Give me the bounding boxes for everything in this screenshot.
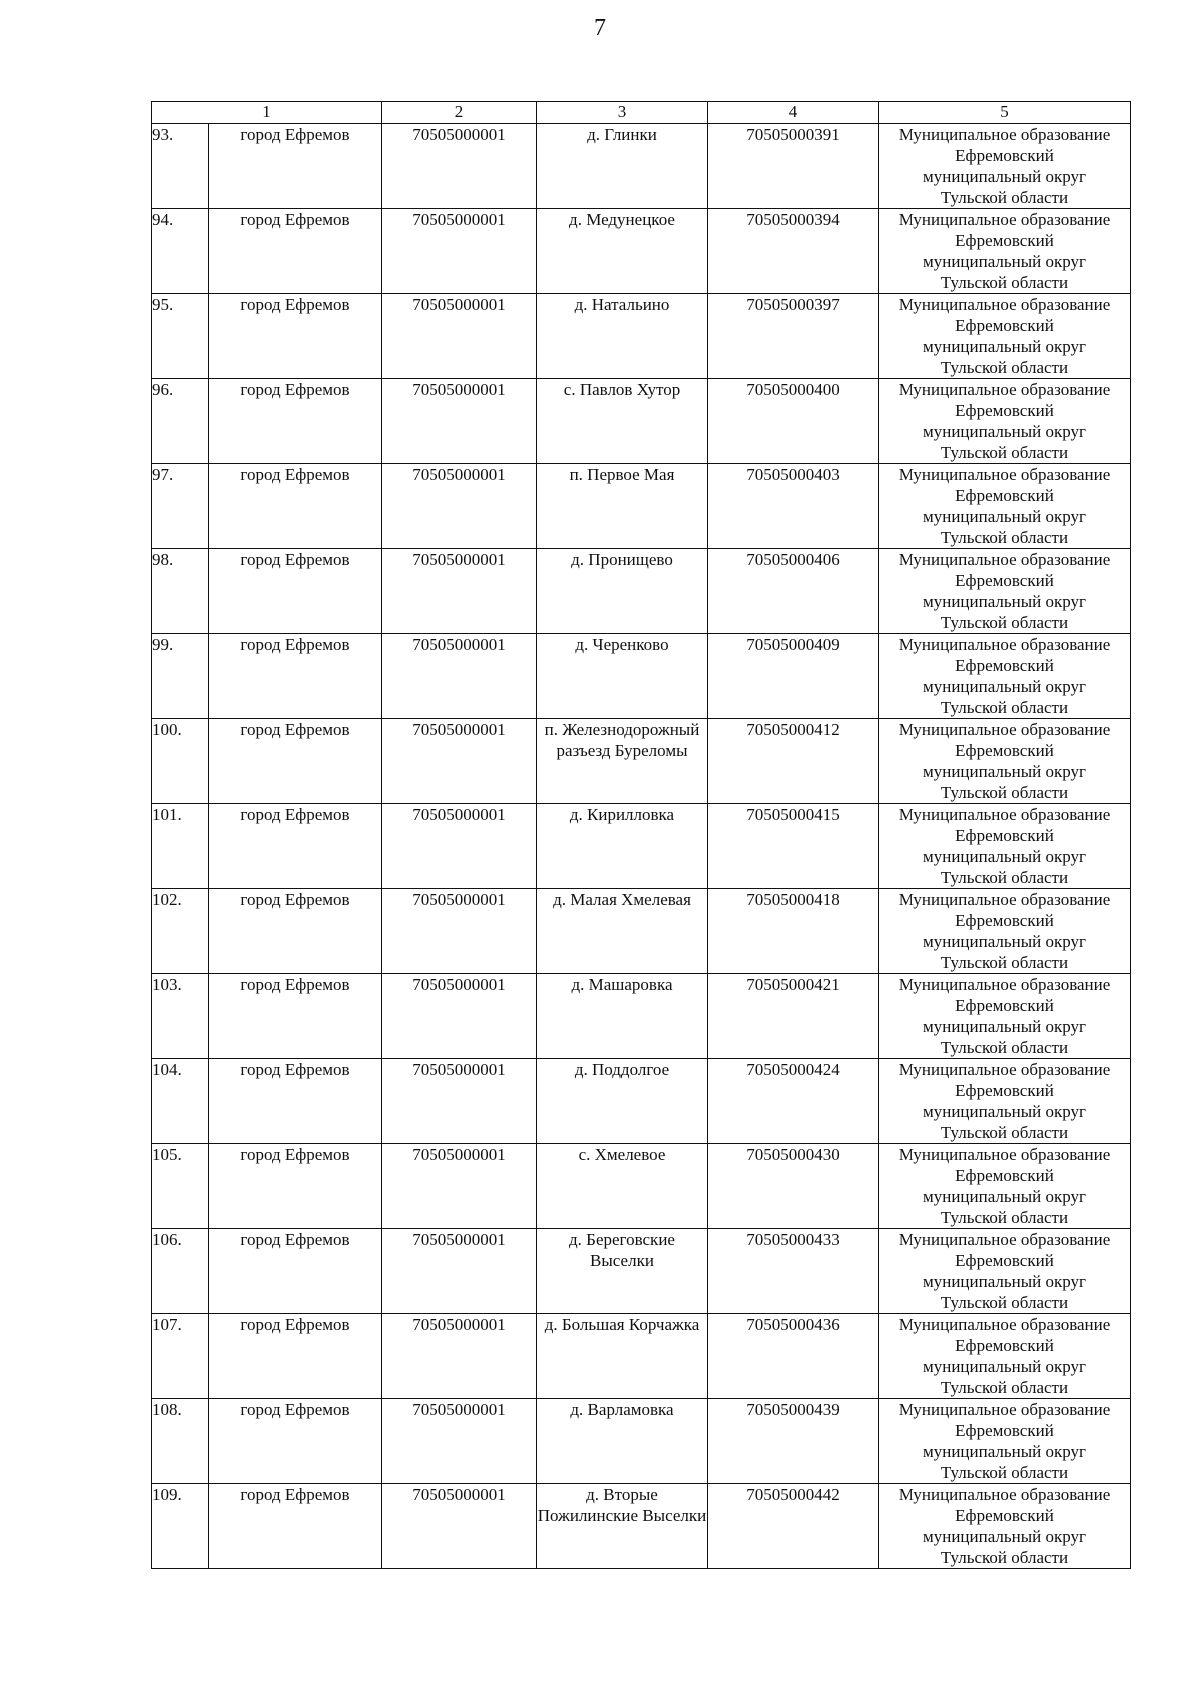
municipality-name	[879, 1059, 1131, 1144]
municipality-line: Тульской области	[940, 1378, 1069, 1397]
locality-name: д. Натальино	[537, 294, 708, 379]
table-row	[152, 464, 1131, 549]
municipality-line: Тульской области	[940, 613, 1069, 632]
row-number: 98.	[152, 549, 209, 634]
table-row	[152, 634, 1131, 719]
municipality-line: муниципальный округ	[922, 252, 1087, 271]
municipality-name	[879, 974, 1131, 1059]
locality-code: 70505000439	[708, 1399, 879, 1484]
settlement-code: 70505000001	[382, 1144, 537, 1229]
locality-code: 70505000397	[708, 294, 879, 379]
municipality-line: муниципальный округ	[922, 1102, 1087, 1121]
settlement-name: город Ефремов	[209, 379, 382, 464]
table-row	[152, 1484, 1131, 1569]
municipality-line: Ефремовский	[955, 1506, 1054, 1525]
municipality-line: Муниципальное образование	[898, 380, 1111, 399]
municipality-line: муниципальный округ	[922, 1017, 1087, 1036]
municipality-line: Муниципальное образование	[898, 805, 1111, 824]
settlement-name: город Ефремов	[209, 464, 382, 549]
municipality-line: Тульской области	[940, 1123, 1069, 1142]
table-row	[152, 889, 1131, 974]
row-number: 93.	[152, 124, 209, 209]
municipality-line: Ефремовский	[955, 571, 1054, 590]
municipality-line: муниципальный округ	[922, 1357, 1087, 1376]
row-number: 106.	[152, 1229, 209, 1314]
locality-name: д. Медунецкое	[537, 209, 708, 294]
locality-name: д. Глинки	[537, 124, 708, 209]
locality-code: 70505000391	[708, 124, 879, 209]
locality-code: 70505000394	[708, 209, 879, 294]
municipality-line: Ефремовский	[955, 316, 1054, 335]
municipality-line: Ефремовский	[955, 656, 1054, 675]
table-row	[152, 294, 1131, 379]
municipality-line: Тульской области	[940, 528, 1069, 547]
municipality-name	[879, 634, 1131, 719]
municipality-name	[879, 889, 1131, 974]
row-number: 99.	[152, 634, 209, 719]
municipality-line: муниципальный округ	[922, 847, 1087, 866]
row-number: 105.	[152, 1144, 209, 1229]
municipality-line: Тульской области	[940, 1463, 1069, 1482]
municipality-name	[879, 464, 1131, 549]
municipality-line: Тульской области	[940, 1548, 1069, 1567]
settlement-name: город Ефремов	[209, 719, 382, 804]
settlement-name: город Ефремов	[209, 1314, 382, 1399]
municipality-line: Муниципальное образование	[898, 1485, 1111, 1504]
locality-code: 70505000421	[708, 974, 879, 1059]
municipality-line: Муниципальное образование	[898, 720, 1111, 739]
locality-name: п. Первое Мая	[537, 464, 708, 549]
municipality-line: Ефремовский	[955, 826, 1054, 845]
settlement-code: 70505000001	[382, 1059, 537, 1144]
register-table	[151, 101, 1131, 1569]
settlement-code: 70505000001	[382, 294, 537, 379]
row-number: 108.	[152, 1399, 209, 1484]
municipality-line: Муниципальное образование	[898, 1315, 1111, 1334]
municipality-line: Тульской области	[940, 358, 1069, 377]
row-number: 102.	[152, 889, 209, 974]
settlement-code: 70505000001	[382, 634, 537, 719]
locality-code: 70505000403	[708, 464, 879, 549]
municipality-line: Ефремовский	[955, 996, 1054, 1015]
row-number: 107.	[152, 1314, 209, 1399]
municipality-line: Ефремовский	[955, 146, 1054, 165]
row-number: 103.	[152, 974, 209, 1059]
municipality-line: муниципальный округ	[922, 507, 1087, 526]
municipality-line: муниципальный округ	[922, 1187, 1087, 1206]
column-header-5: 5	[879, 102, 1131, 124]
municipality-name	[879, 379, 1131, 464]
municipality-line: Муниципальное образование	[898, 1400, 1111, 1419]
table-body	[152, 124, 1131, 1569]
municipality-line: Ефремовский	[955, 911, 1054, 930]
table-row	[152, 549, 1131, 634]
municipality-line: муниципальный округ	[922, 592, 1087, 611]
settlement-name: город Ефремов	[209, 1059, 382, 1144]
settlement-name: город Ефремов	[209, 209, 382, 294]
municipality-line: Тульской области	[940, 698, 1069, 717]
municipality-line: Тульской области	[940, 273, 1069, 292]
settlement-code: 70505000001	[382, 549, 537, 634]
municipality-name	[879, 719, 1131, 804]
locality-code: 70505000415	[708, 804, 879, 889]
locality-code: 70505000412	[708, 719, 879, 804]
locality-name: с. Хмелевое	[537, 1144, 708, 1229]
settlement-code: 70505000001	[382, 804, 537, 889]
locality-code: 70505000433	[708, 1229, 879, 1314]
municipality-line: муниципальный округ	[922, 1527, 1087, 1546]
table-row	[152, 1229, 1131, 1314]
municipality-line: Муниципальное образование	[898, 210, 1111, 229]
municipality-line: Ефремовский	[955, 486, 1054, 505]
settlement-name: город Ефремов	[209, 974, 382, 1059]
municipality-name	[879, 1399, 1131, 1484]
locality-name: д. Береговские Выселки	[537, 1229, 708, 1314]
municipality-line: муниципальный округ	[922, 167, 1087, 186]
municipality-line: Муниципальное образование	[898, 550, 1111, 569]
settlement-code: 70505000001	[382, 719, 537, 804]
municipality-line: Муниципальное образование	[898, 975, 1111, 994]
locality-name: д. Вторые Пожилинские Выселки	[537, 1484, 708, 1569]
table-row	[152, 974, 1131, 1059]
settlement-code: 70505000001	[382, 974, 537, 1059]
municipality-line: муниципальный округ	[922, 932, 1087, 951]
settlement-code: 70505000001	[382, 209, 537, 294]
column-header-4: 4	[708, 102, 879, 124]
locality-code: 70505000430	[708, 1144, 879, 1229]
settlement-name: город Ефремов	[209, 294, 382, 379]
settlement-name: город Ефремов	[209, 1399, 382, 1484]
column-header-3: 3	[537, 102, 708, 124]
municipality-name	[879, 1314, 1131, 1399]
locality-name: д. Малая Хмелевая	[537, 889, 708, 974]
settlement-code: 70505000001	[382, 1229, 537, 1314]
settlement-name: город Ефремов	[209, 549, 382, 634]
municipality-name	[879, 209, 1131, 294]
municipality-name	[879, 124, 1131, 209]
municipality-line: муниципальный округ	[922, 1442, 1087, 1461]
table-row	[152, 1314, 1131, 1399]
row-number: 95.	[152, 294, 209, 379]
municipality-line: муниципальный округ	[922, 677, 1087, 696]
row-number: 97.	[152, 464, 209, 549]
municipality-line: Тульской области	[940, 868, 1069, 887]
settlement-name: город Ефремов	[209, 889, 382, 974]
municipality-name	[879, 804, 1131, 889]
settlement-name: город Ефремов	[209, 1229, 382, 1314]
locality-code: 70505000406	[708, 549, 879, 634]
table-row	[152, 719, 1131, 804]
settlement-name: город Ефремов	[209, 124, 382, 209]
settlement-name: город Ефремов	[209, 1484, 382, 1569]
header-row	[152, 102, 1131, 124]
municipality-line: Тульской области	[940, 1038, 1069, 1057]
settlement-name: город Ефремов	[209, 1144, 382, 1229]
municipality-line: Муниципальное образование	[898, 1145, 1111, 1164]
locality-code: 70505000436	[708, 1314, 879, 1399]
settlement-code: 70505000001	[382, 1399, 537, 1484]
locality-code: 70505000418	[708, 889, 879, 974]
table-row	[152, 1144, 1131, 1229]
municipality-line: муниципальный округ	[922, 337, 1087, 356]
municipality-line: Тульской области	[940, 953, 1069, 972]
municipality-line: Ефремовский	[955, 1081, 1054, 1100]
table-row	[152, 804, 1131, 889]
locality-name: д. Кирилловка	[537, 804, 708, 889]
municipality-name	[879, 1484, 1131, 1569]
row-number: 96.	[152, 379, 209, 464]
municipality-name	[879, 1229, 1131, 1314]
column-header-2: 2	[382, 102, 537, 124]
municipality-line: Ефремовский	[955, 1166, 1054, 1185]
locality-code: 70505000400	[708, 379, 879, 464]
municipality-line: Муниципальное образование	[898, 635, 1111, 654]
municipality-line: Ефремовский	[955, 1421, 1054, 1440]
municipality-line: Муниципальное образование	[898, 1230, 1111, 1249]
locality-name: д. Машаровка	[537, 974, 708, 1059]
row-number: 101.	[152, 804, 209, 889]
locality-name: с. Павлов Хутор	[537, 379, 708, 464]
municipality-name	[879, 1144, 1131, 1229]
municipality-line: Тульской области	[940, 1208, 1069, 1227]
settlement-code: 70505000001	[382, 889, 537, 974]
locality-name: д. Варламовка	[537, 1399, 708, 1484]
locality-name: д. Поддолгое	[537, 1059, 708, 1144]
municipality-line: Тульской области	[940, 1293, 1069, 1312]
locality-code: 70505000409	[708, 634, 879, 719]
settlement-code: 70505000001	[382, 1484, 537, 1569]
municipality-line: Тульской области	[940, 188, 1069, 207]
settlement-name: город Ефремов	[209, 634, 382, 719]
municipality-line: муниципальный округ	[922, 762, 1087, 781]
municipality-line: муниципальный округ	[922, 422, 1087, 441]
municipality-line: Муниципальное образование	[898, 465, 1111, 484]
settlement-name: город Ефремов	[209, 804, 382, 889]
municipality-name	[879, 294, 1131, 379]
locality-name: д. Черенково	[537, 634, 708, 719]
municipality-line: Ефремовский	[955, 401, 1054, 420]
locality-name: д. Пронищево	[537, 549, 708, 634]
table-row	[152, 209, 1131, 294]
municipality-line: Ефремовский	[955, 1336, 1054, 1355]
municipality-line: Муниципальное образование	[898, 1060, 1111, 1079]
table-header	[152, 102, 1131, 124]
table-row	[152, 379, 1131, 464]
row-number: 94.	[152, 209, 209, 294]
municipality-line: Ефремовский	[955, 741, 1054, 760]
table-row	[152, 1399, 1131, 1484]
municipality-line: Муниципальное образование	[898, 295, 1111, 314]
locality-code: 70505000424	[708, 1059, 879, 1144]
settlement-code: 70505000001	[382, 464, 537, 549]
row-number: 109.	[152, 1484, 209, 1569]
table-row	[152, 1059, 1131, 1144]
municipality-line: Муниципальное образование	[898, 125, 1111, 144]
table-row	[152, 124, 1131, 209]
settlement-code: 70505000001	[382, 1314, 537, 1399]
municipality-line: Ефремовский	[955, 231, 1054, 250]
settlement-code: 70505000001	[382, 124, 537, 209]
locality-name: д. Большая Корчажка	[537, 1314, 708, 1399]
municipality-line: Муниципальное образование	[898, 890, 1111, 909]
municipality-name	[879, 549, 1131, 634]
locality-name: п. Железнодорожный разъезд Буреломы	[537, 719, 708, 804]
row-number: 104.	[152, 1059, 209, 1144]
page-number: 7	[594, 15, 606, 41]
municipality-line: Ефремовский	[955, 1251, 1054, 1270]
municipality-line: Тульской области	[940, 443, 1069, 462]
settlement-code: 70505000001	[382, 379, 537, 464]
municipality-line: муниципальный округ	[922, 1272, 1087, 1291]
row-number: 100.	[152, 719, 209, 804]
locality-code: 70505000442	[708, 1484, 879, 1569]
column-header-1: 1	[152, 102, 382, 124]
municipality-line: Тульской области	[940, 783, 1069, 802]
